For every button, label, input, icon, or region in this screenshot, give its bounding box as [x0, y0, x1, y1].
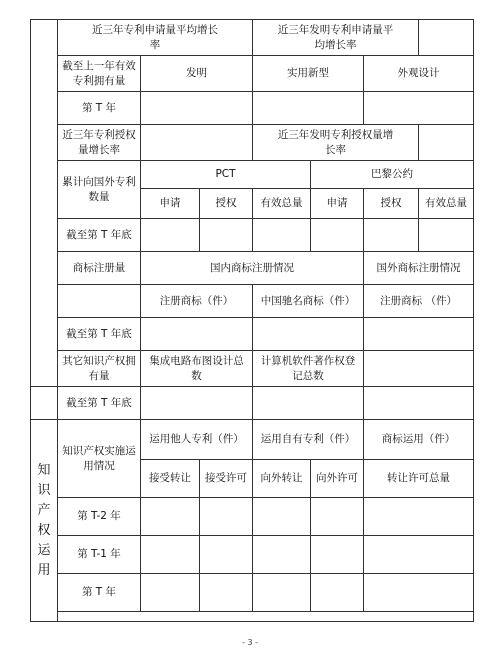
foreign-patents-label: 累计向国外专利数量 — [58, 161, 141, 219]
cell-blank — [141, 318, 253, 351]
trademark-reg-label: 商标注册量 — [58, 252, 141, 285]
out-transfer-header: 向外转让 — [253, 460, 311, 498]
side-blank — [31, 20, 58, 387]
cell-blank — [141, 574, 200, 612]
transfer-license-total-header: 转让许可总量 — [364, 460, 474, 498]
paris-apply-header: 申请 — [311, 189, 364, 219]
paris-grant-header: 授权 — [364, 189, 419, 219]
cell-blank — [253, 92, 364, 125]
year-t-label: 第 T 年 — [58, 92, 141, 125]
cell-blank — [364, 498, 474, 536]
cell-blank — [58, 285, 141, 318]
invention-header: 发明 — [141, 56, 253, 92]
cell-blank — [253, 574, 311, 612]
cell-blank — [200, 498, 253, 536]
reg-tm-foreign-header: 注册商标 （件） — [364, 285, 474, 318]
paris-header: 巴黎公约 — [311, 161, 474, 189]
out-license-header: 向外许可 — [311, 460, 364, 498]
cell-blank — [364, 387, 474, 420]
foreign-tm-header: 国外商标注册情况 — [364, 252, 474, 285]
as-of-t-label: 截至第 T 年底 — [58, 387, 141, 420]
cell-blank — [364, 574, 474, 612]
as-of-t-label: 截至第 T 年底 — [58, 318, 141, 351]
cell-blank — [311, 536, 364, 574]
cell-blank — [141, 536, 200, 574]
cell-blank — [419, 20, 474, 56]
ic-layout-header: 集成电路布图设计总数 — [141, 351, 253, 387]
cell-blank — [311, 574, 364, 612]
cell-blank — [253, 498, 311, 536]
pct-header: PCT — [141, 161, 311, 189]
cell-blank — [419, 219, 474, 252]
invention-app-rate-label: 近三年发明专利申请量平均增长率 — [253, 20, 419, 56]
reg-tm-header: 注册商标（件） — [141, 285, 253, 318]
use-own-header: 运用自有专利（件） — [253, 420, 364, 460]
utility-header: 实用新型 — [253, 56, 364, 92]
cell-blank — [253, 387, 364, 420]
use-others-header: 运用他人专利（件） — [141, 420, 253, 460]
cell-blank — [141, 498, 200, 536]
accept-license-header: 接受许可 — [200, 460, 253, 498]
year-t1-label: 第 T-1 年 — [58, 536, 141, 574]
paris-valid-header: 有效总量 — [419, 189, 474, 219]
ip-usage-side-cell — [31, 420, 58, 622]
side-label: 知识产权运用 — [37, 462, 51, 578]
cell-blank — [364, 92, 474, 125]
cell-blank — [253, 536, 311, 574]
accept-transfer-header: 接受转让 — [141, 460, 200, 498]
design-header: 外观设计 — [364, 56, 474, 92]
cell-blank — [200, 536, 253, 574]
cell-blank — [200, 574, 253, 612]
patent-app-rate-label: 近三年专利申请量平均增长率 — [58, 20, 253, 56]
invention-grant-rate-label: 近三年发明专利授权量增长率 — [253, 125, 419, 161]
ip-form-table — [30, 19, 474, 622]
ip-usage-label: 知识产权实施运用情况 — [58, 420, 141, 498]
cell-blank — [253, 318, 364, 351]
year-t2-label: 第 T-2 年 — [58, 498, 141, 536]
cell-blank — [419, 125, 474, 161]
tm-usage-header: 商标运用（件） — [364, 420, 474, 460]
cell-blank — [364, 351, 474, 387]
year-t-label: 第 T 年 — [58, 574, 141, 612]
cell-blank — [311, 498, 364, 536]
domestic-tm-header: 国内商标注册情况 — [141, 252, 364, 285]
pct-valid-header: 有效总量 — [253, 189, 311, 219]
cell-blank — [141, 387, 253, 420]
cell-blank — [364, 219, 419, 252]
other-ip-label: 其它知识产权拥有量 — [58, 351, 141, 387]
cell-blank — [141, 125, 253, 161]
cell-blank — [141, 92, 253, 125]
well-known-tm-header: 中国驰名商标（件） — [253, 285, 364, 318]
cell-blank — [31, 387, 58, 420]
cell-blank — [200, 219, 253, 252]
grant-rate-label: 近三年专利授权量增长率 — [58, 125, 141, 161]
software-header: 计算机软件著作权登记总数 — [253, 351, 364, 387]
cell-blank — [141, 219, 200, 252]
cell-blank — [311, 219, 364, 252]
as-of-t-label: 截至第 T 年底 — [58, 219, 141, 252]
cell-blank — [364, 536, 474, 574]
pct-grant-header: 授权 — [200, 189, 253, 219]
cell-blank — [364, 318, 474, 351]
cell-blank — [253, 219, 311, 252]
pct-apply-header: 申请 — [141, 189, 200, 219]
valid-patents-label: 截至上一年有效专利拥有量 — [58, 56, 141, 92]
cell-blank — [58, 612, 474, 622]
page-number: - 3 - — [242, 638, 258, 647]
